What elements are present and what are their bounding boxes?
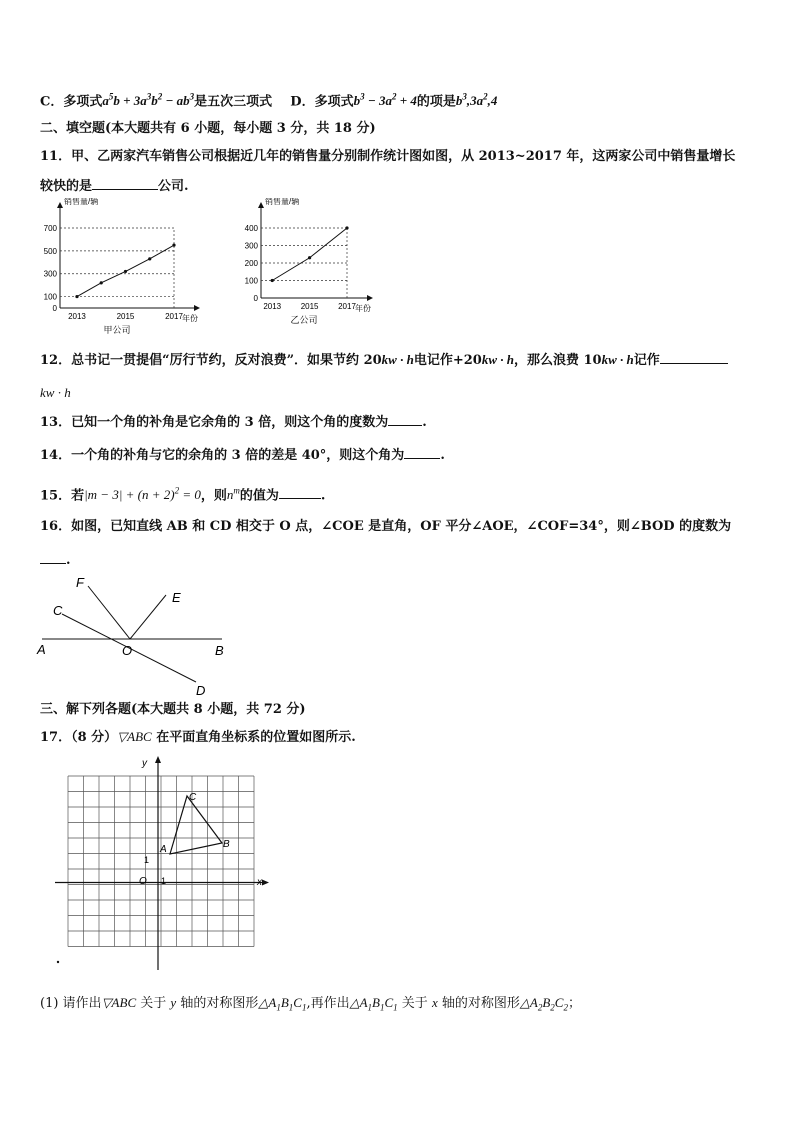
q17-1-b: 关于 — [140, 996, 167, 1011]
data-point — [308, 256, 311, 259]
q17-1-a: (1) 请作出 — [40, 996, 102, 1011]
chart-jia — [30, 198, 220, 340]
label-a: A — [37, 642, 46, 657]
q16-end: . — [66, 553, 71, 568]
q17-1-f: 轴的对称图形 — [441, 996, 520, 1011]
q15-equation: $|m - 3| + (n + 2)^2 = 0$ — [84, 486, 201, 503]
label-o: O — [122, 643, 133, 658]
triangle-abc: ▽ABC — [117, 729, 152, 744]
x-axis-label: 年份 — [182, 314, 198, 323]
y-axis-arrow — [155, 756, 161, 763]
axis-y-symbol: y — [170, 995, 177, 1010]
q11-text-b: 公司. — [158, 179, 189, 194]
q15-power: $n^m$ — [226, 486, 240, 503]
data-point — [271, 279, 274, 282]
q17-1-e: 关于 — [401, 996, 428, 1011]
label-d: D — [196, 683, 206, 698]
y-axis-arrow — [258, 202, 264, 208]
y-axis-label: 销售量/辆 — [64, 198, 99, 206]
question-10-options — [40, 88, 497, 111]
unit-kwh: kw · h — [381, 352, 414, 367]
q12-text-d: 记作 — [633, 353, 660, 368]
chart-title: 甲公司 — [103, 325, 131, 335]
answer-blank-14[interactable] — [404, 446, 440, 459]
chart-yi — [232, 198, 392, 340]
x-axis-arrow — [262, 880, 269, 886]
question-11-line1: 11．甲、乙两家汽车销售公司根据近几年的销售量分别制作统计图如图，从 2013~2017 年，这两家公司中销售量增长 — [40, 149, 736, 164]
q13-end: . — [422, 415, 427, 430]
y-tick-label: 500 — [43, 246, 57, 256]
q13-text: 13．已知一个角的补角是它余角的 3 倍，则这个角的度数为 — [40, 415, 389, 430]
stray-dot — [57, 961, 59, 963]
data-point — [75, 295, 78, 298]
q17-1-c: 轴的对称图形 — [180, 996, 259, 1011]
label-b: B — [215, 643, 224, 658]
label-origin: O — [139, 876, 147, 887]
answer-blank-15[interactable] — [279, 486, 321, 499]
label-x-axis: x — [257, 877, 262, 888]
label-y-axis: y — [142, 758, 147, 769]
x-tick-label: 2017 — [165, 312, 183, 321]
q17-1-d: ,再作出 — [306, 996, 350, 1011]
label-b: B — [223, 839, 230, 850]
triangle-a1b1c1: $\triangle A_1B_1C_1$ — [258, 995, 307, 1013]
question-12-line1 — [40, 351, 728, 370]
q12-text-a: 12．总书记一贯提倡“厉行节约，反对浪费”．如果节约 20 — [40, 353, 382, 368]
q15-text-c: 的值为 — [239, 488, 279, 504]
y-axis-arrow — [57, 202, 63, 208]
y-axis-label: 销售量/辆 — [265, 198, 300, 206]
q11-text-a: 较快的是 — [40, 179, 93, 194]
q15-text-a: 15．若 — [40, 488, 85, 504]
option-c-label: C．多项式 — [40, 94, 103, 110]
x-axis-arrow — [194, 305, 200, 311]
y-tick-label: 700 — [43, 224, 57, 233]
question-16-line2 — [40, 551, 71, 570]
question-17-1 — [40, 994, 581, 1017]
q15-end: . — [320, 488, 326, 504]
y-tick-label: 100 — [43, 292, 57, 302]
question-12-line2: kw · h — [40, 385, 71, 400]
data-point — [124, 270, 127, 273]
series-line — [272, 228, 347, 281]
question-17 — [40, 728, 356, 747]
question-14 — [40, 446, 445, 465]
section-2-heading: 二、填空题(本大题共有 6 小题，每小题 3 分，共 18 分) — [40, 121, 376, 136]
x-tick-label: 2015 — [116, 312, 135, 321]
y-tick-label: 0 — [52, 304, 57, 313]
x-axis-arrow — [367, 295, 373, 301]
answer-blank-13[interactable] — [388, 413, 422, 426]
question-15 — [40, 482, 325, 505]
option-c-tail: 是五次三项式 — [194, 94, 273, 110]
figure-17-grid — [50, 756, 280, 978]
question-11-line2 — [40, 177, 189, 196]
y-tick-label: 300 — [244, 241, 258, 251]
label-f: F — [76, 575, 84, 590]
answer-blank-12[interactable] — [660, 351, 728, 364]
q17-text-a: 17．（8 分） — [40, 730, 118, 745]
label-one-y: 1 — [144, 855, 150, 865]
y-tick-label: 0 — [253, 294, 258, 303]
q12-text-b: 电记作+20 — [413, 353, 482, 368]
data-point — [100, 281, 103, 284]
chart-title: 乙公司 — [290, 315, 318, 325]
x-tick-label: 2017 — [338, 302, 356, 311]
triangle-abc: ▽ABC — [101, 995, 137, 1010]
q12-text-c: ，那么浪费 10 — [513, 353, 602, 368]
option-d-tail: 的项是 — [416, 94, 456, 110]
axis-x-symbol: x — [431, 995, 438, 1010]
q17-1-g: ； — [567, 996, 581, 1011]
y-tick-label: 100 — [244, 276, 258, 286]
section-3-heading: 三、解下列各题(本大题共 8 小题，共 72 分) — [40, 702, 306, 717]
poly-c: $a^5b + 3a^3b^2 - ab^3$ — [102, 92, 195, 109]
y-tick-label: 400 — [244, 224, 258, 233]
q17-text-b: 在平面直角坐标系的位置如图所示. — [156, 730, 356, 745]
label-c: C — [189, 792, 197, 803]
question-16-line1: 16．如图，已知直线 AB 和 CD 相交于 O 点，∠COE 是直角，OF 平分∠AOE，∠COF=34°，则∠BOD 的度数为 — [40, 519, 732, 534]
x-tick-label: 2013 — [263, 302, 282, 311]
label-one-x: 1 — [161, 876, 167, 886]
figure-16-lines — [30, 570, 240, 700]
question-13 — [40, 413, 427, 432]
label-a: A — [160, 844, 167, 855]
data-point — [148, 257, 151, 260]
triangle-abc-shape — [170, 796, 222, 854]
x-axis-label: 年份 — [355, 304, 371, 313]
label-c: C — [53, 603, 63, 618]
unit-kwh: kw · h — [601, 352, 634, 367]
x-tick-label: 2013 — [68, 312, 86, 321]
x-tick-label: 2015 — [300, 302, 319, 311]
q15-text-b: ，则 — [200, 488, 227, 504]
data-point — [172, 244, 175, 247]
y-tick-label: 300 — [43, 269, 57, 279]
q14-text: 14．一个角的补角与它的余角的 3 倍的差是 40°，则这个角为 — [40, 448, 405, 463]
q14-end: . — [440, 448, 445, 463]
y-tick-label: 200 — [244, 259, 258, 268]
triangle-a1b1c1: $\triangle A_1B_1C_1$ — [349, 995, 398, 1013]
poly-d-terms: $b^3,3a^2,4$ — [455, 92, 498, 109]
answer-blank-11[interactable] — [92, 177, 158, 190]
answer-blank-16[interactable] — [40, 551, 66, 564]
ray-of — [88, 586, 130, 639]
data-point — [345, 226, 348, 229]
option-d-label: D．多项式 — [290, 94, 354, 110]
label-e: E — [172, 590, 181, 605]
poly-d: $b^3 - 3a^2 + 4$ — [353, 92, 417, 109]
ray-oe — [130, 595, 166, 639]
triangle-a2b2c2: $\triangle A_2B_2C_2$ — [519, 995, 568, 1013]
unit-kwh: kw · h — [481, 352, 514, 367]
